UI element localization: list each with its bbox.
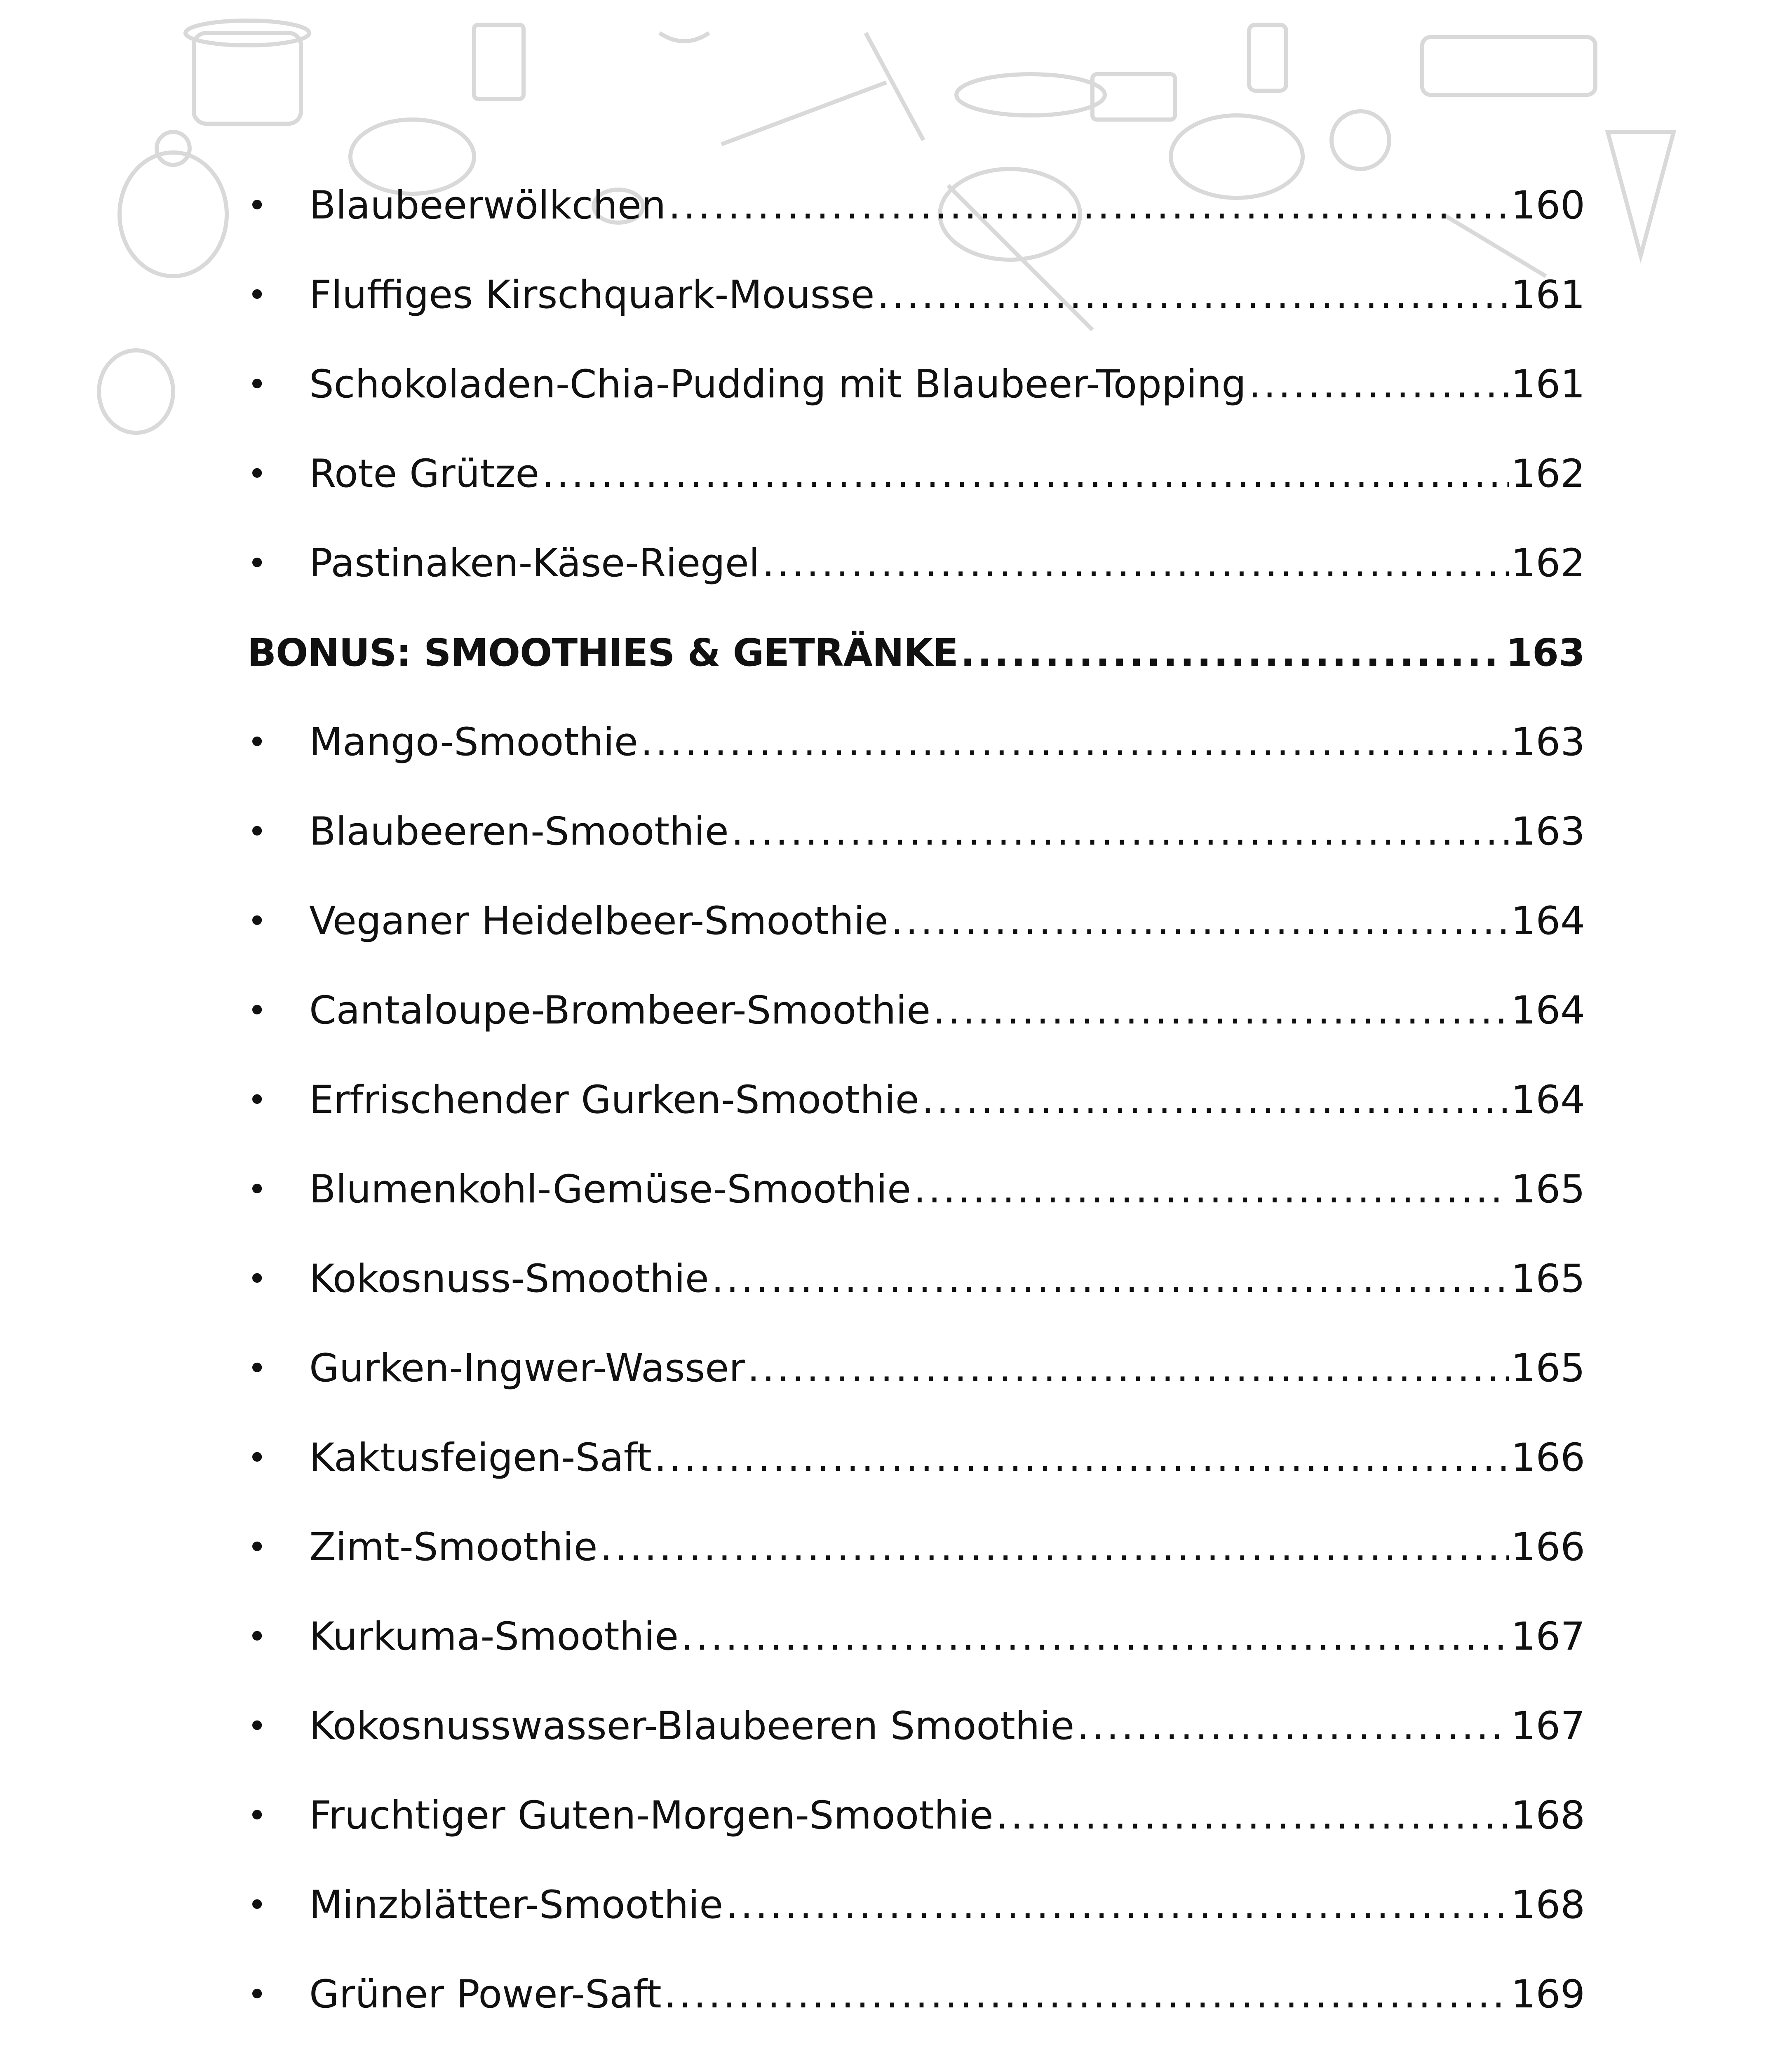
toc-entry[interactable] (247, 1055, 1585, 1145)
toc-entry-title: Gurken-Ingwer-Wasser (309, 1345, 745, 1391)
toc-entry-title: Zimt-Smoothie (309, 1524, 598, 1570)
toc-entry[interactable] (247, 1950, 1585, 2039)
toc-entry-title: Kokosnuss-Smoothie (309, 1256, 709, 1301)
bullet-icon: • (247, 1617, 267, 1656)
toc-entry-title: Veganer Heidelbeer-Smoothie (309, 898, 888, 944)
toc-entry[interactable] (247, 1145, 1585, 1234)
toc-entry[interactable] (247, 787, 1585, 876)
dot-leader (664, 1975, 1509, 2014)
toc-entry-title: Kurkuma-Smoothie (309, 1614, 679, 1659)
toc-entry[interactable] (247, 1592, 1585, 1681)
section-heading-page: 163 (1505, 630, 1585, 675)
bullet-icon: • (247, 1349, 267, 1387)
table-of-contents (247, 161, 1585, 2061)
bullet-icon: • (247, 1259, 267, 1298)
bullet-icon: • (247, 1528, 267, 1566)
toc-entry-title: Fruchtiger Guten-Morgen-Smoothie (309, 1793, 993, 1838)
toc-entry[interactable] (247, 697, 1585, 787)
toc-entry-page: 166 (1511, 1435, 1585, 1480)
toc-entry-page: 161 (1511, 361, 1585, 407)
toc-entry[interactable] (247, 161, 1585, 250)
toc-entry-title: Pastinaken-Käse-Riegel (309, 540, 760, 586)
toc-section-heading[interactable] (247, 608, 1585, 697)
toc-entry-title: Blumenkohl-Gemüse-Smoothie (309, 1167, 911, 1212)
section-heading-title: BONUS: SMOOTHIES & GETRÄNKE (247, 630, 958, 675)
toc-entry-page: 161 (1511, 272, 1585, 317)
dot-leader (542, 455, 1508, 493)
toc-entry-page: 160 (1511, 183, 1585, 228)
dot-leader (641, 723, 1509, 762)
dot-leader (731, 812, 1509, 851)
bullet-icon: • (247, 1438, 267, 1477)
toc-entry-title: Rote Grütze (309, 451, 540, 496)
toc-entry[interactable] (247, 1681, 1585, 1771)
dot-leader (933, 991, 1508, 1030)
toc-entry-title: Blaubeeren-Smoothie (309, 809, 729, 854)
dot-leader (877, 276, 1508, 315)
bullet-icon: • (247, 812, 267, 851)
toc-entry-title: Mango-Smoothie (309, 719, 638, 765)
toc-entry[interactable] (247, 2039, 1585, 2061)
bullet-icon: • (247, 186, 267, 225)
dot-leader (922, 1081, 1509, 1120)
dot-leader (891, 902, 1509, 941)
toc-entry[interactable] (247, 1324, 1585, 1413)
toc-entry-title: Cantaloupe-Brombeer-Smoothie (309, 988, 931, 1033)
toc-entry-page: 165 (1511, 1345, 1585, 1391)
toc-entry-title: Minzblätter-Smoothie (309, 1882, 723, 1927)
bullet-icon: • (247, 544, 267, 582)
toc-entry-page: 163 (1511, 809, 1585, 854)
toc-entry-page: 168 (1511, 1793, 1585, 1838)
bullet-icon: • (247, 1885, 267, 1924)
toc-entry-page: 164 (1511, 988, 1585, 1033)
bullet-icon: • (247, 365, 267, 404)
dot-leader (914, 1170, 1509, 1209)
dot-leader (762, 544, 1509, 583)
bullet-icon: • (247, 1170, 267, 1209)
toc-entry[interactable] (247, 1860, 1585, 1950)
toc-entry-page: 162 (1511, 540, 1585, 586)
toc-entry-title: Schokoladen-Chia-Pudding mit Blaubeer-Topping (309, 361, 1246, 407)
toc-entry-title: Grüner Power-Saft (309, 1972, 662, 2017)
toc-entry[interactable] (247, 1234, 1585, 1324)
bullet-icon: • (247, 901, 267, 940)
toc-entry-page: 164 (1511, 1077, 1585, 1122)
toc-entry-title: Fluffiges Kirschquark-Mousse (309, 272, 875, 317)
toc-entry-page: 166 (1511, 1524, 1585, 1570)
toc-entry[interactable] (247, 1771, 1585, 1860)
bullet-icon: • (247, 1796, 267, 1835)
dot-leader (668, 186, 1508, 225)
bullet-icon: • (247, 723, 267, 761)
toc-entry-title: Kaktusfeigen-Saft (309, 1435, 652, 1480)
toc-entry[interactable] (247, 1413, 1585, 1502)
toc-entry[interactable] (247, 1502, 1585, 1592)
toc-entry-page: 164 (1511, 898, 1585, 944)
dot-leader (1077, 1707, 1508, 1746)
toc-entry[interactable] (247, 340, 1585, 429)
dot-leader (681, 1617, 1509, 1656)
dot-leader (1249, 365, 1509, 404)
bullet-icon: • (247, 1975, 267, 2014)
toc-entry[interactable] (247, 966, 1585, 1055)
dot-leader (600, 1528, 1509, 1567)
toc-entry-page: 169 (1511, 1972, 1585, 2017)
toc-entry[interactable] (247, 519, 1585, 608)
toc-entry-page: 165 (1511, 1256, 1585, 1301)
toc-entry[interactable] (247, 876, 1585, 966)
toc-entry-page: 167 (1511, 1614, 1585, 1659)
toc-entry-page: 168 (1511, 1882, 1585, 1927)
bullet-icon: • (247, 454, 267, 493)
toc-entry-title: Erfrischender Gurken-Smoothie (309, 1077, 919, 1122)
toc-entry[interactable] (247, 429, 1585, 519)
bullet-icon: • (247, 991, 267, 1030)
bullet-icon: • (247, 275, 267, 314)
toc-entry-page: 167 (1511, 1703, 1585, 1749)
toc-entry-page: 163 (1511, 719, 1585, 765)
dot-leader (712, 1260, 1509, 1298)
toc-entry-title: Blaubeerwölkchen (309, 183, 666, 228)
dot-leader (726, 1886, 1508, 1925)
dot-leader (654, 1439, 1509, 1477)
toc-entry[interactable] (247, 250, 1585, 340)
toc-entry-page: 162 (1511, 451, 1585, 496)
bullet-icon: • (247, 1080, 267, 1119)
dot-leader (961, 634, 1503, 672)
toc-entry-title: Kokosnusswasser-Blaubeeren Smoothie (309, 1703, 1075, 1749)
bullet-icon: • (247, 1707, 267, 1745)
toc-entry-page: 165 (1511, 1167, 1585, 1212)
dot-leader (996, 1796, 1509, 1835)
dot-leader (747, 1349, 1509, 1388)
